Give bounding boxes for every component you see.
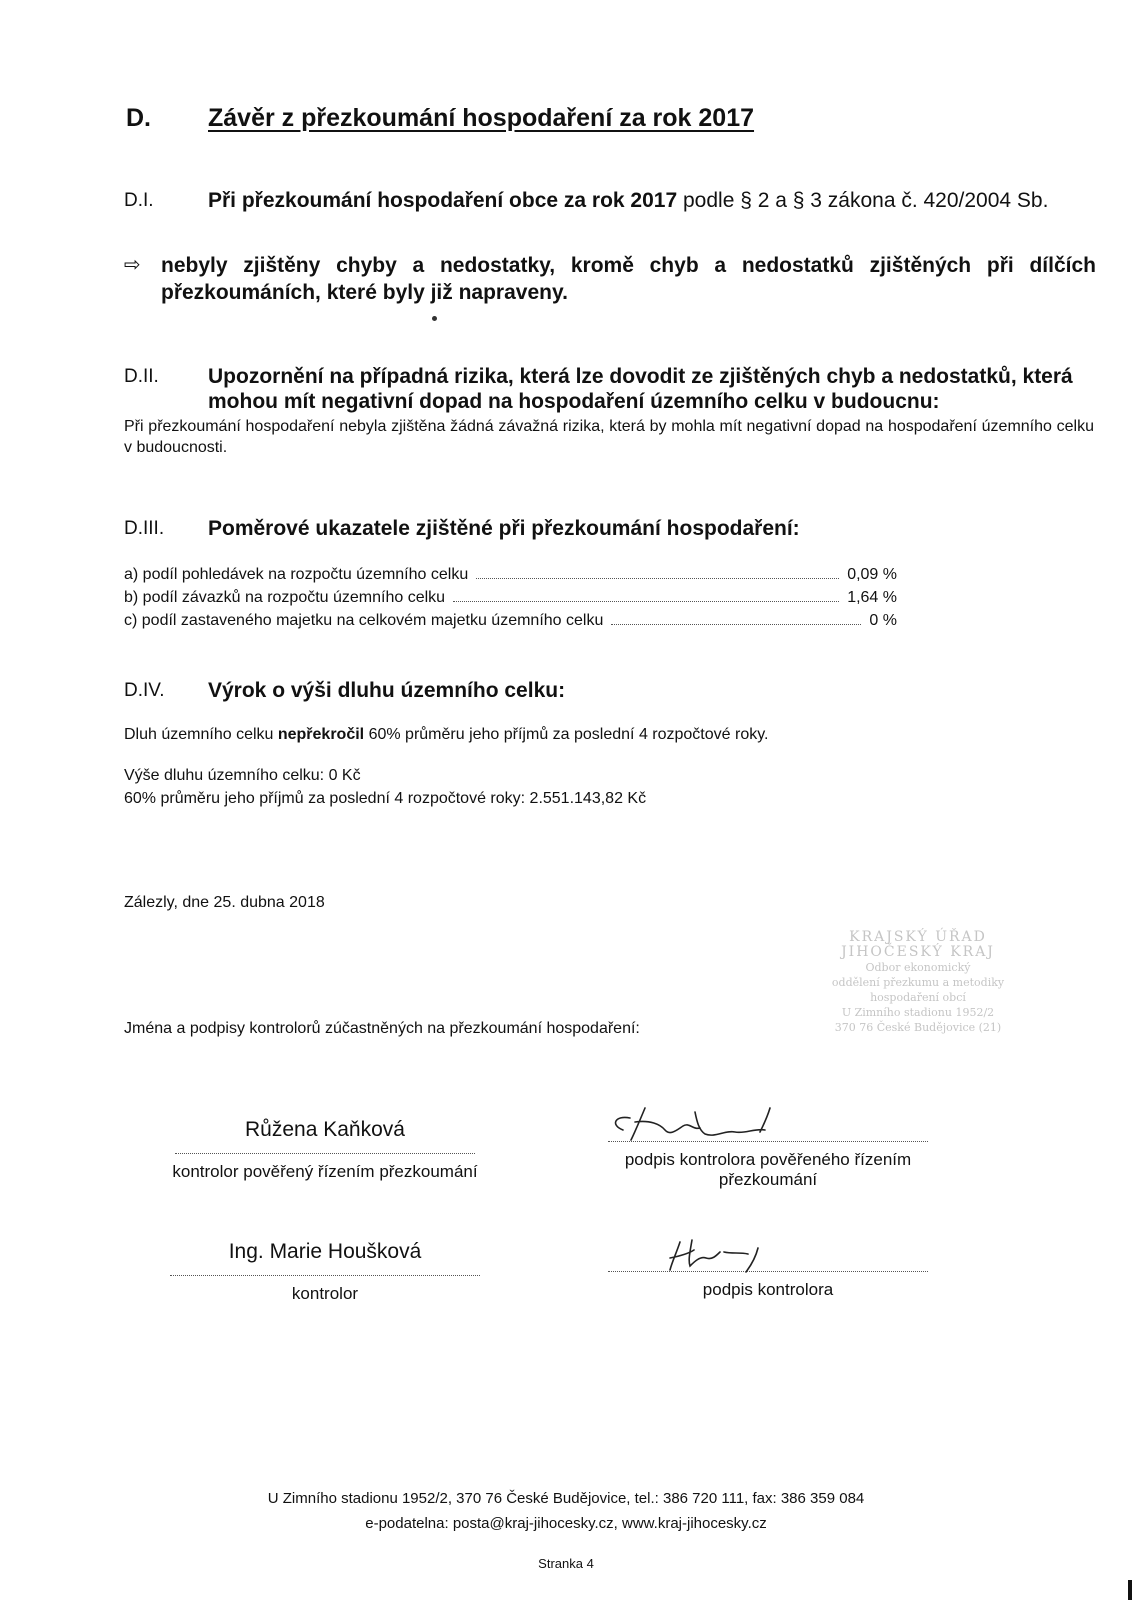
signatory-role: kontrolor pověřený řízením přezkoumání: [172, 1162, 478, 1181]
signatory-name: Růžena Kaňková: [245, 1118, 405, 1141]
leader-dots: [611, 623, 861, 625]
indicator-text: c) podíl zastaveného majetku na celkovém majetku územního celku: [124, 612, 604, 629]
stamp-line: oddělení přezkumu a metodiky: [831, 976, 1005, 989]
stamp-line: 370 76 České Budějovice: [834, 1021, 976, 1034]
signature-caption: podpis kontrolora pověřeného řízením: [624, 1150, 912, 1169]
income-average: 60% průměru jeho příjmů za poslední 4 rozpočtové roky: 2.551.143,82 Kč: [124, 790, 647, 807]
signature-caption: podpis kontrolora: [702, 1280, 834, 1299]
debt-statement-post: 60% průměru jeho příjmů za poslední 4 rozpočtové roky.: [364, 726, 769, 743]
stamp-line: KRAJSKÝ ÚŘAD: [849, 929, 987, 945]
signatures-intro: Jména a podpisy kontrolorů zúčastněných na přezkoumání hospodaření:: [124, 1020, 640, 1037]
signature-caption-block: [598, 1140, 938, 1190]
indicator-row: [124, 566, 897, 584]
debt-statement: [124, 726, 768, 744]
stamp-line: Odbor ekonomický: [865, 961, 971, 974]
signatory-block: [150, 1118, 500, 1182]
d3-title: Poměrové ukazatele zjištěné při přezkoumání hospodaření:: [208, 517, 800, 540]
stamp-line: hospodaření obcí: [870, 991, 966, 1004]
stray-dot: [432, 316, 437, 321]
heading-label: D.: [126, 104, 151, 132]
indicator-value: 1,64 %: [847, 589, 897, 606]
signature-line: [175, 1152, 475, 1154]
d1-label: D.I.: [124, 190, 154, 211]
footer-address: U Zimního stadionu 1952/2, 370 76 České Budějovice, tel.: 386 720 111, fax: 386 359 084: [267, 1490, 865, 1507]
signature-line: [608, 1270, 928, 1272]
leader-dots: [476, 577, 839, 579]
signature-line: [170, 1274, 480, 1276]
indicator-row: [124, 612, 897, 630]
signatory-name: Ing. Marie Houšková: [228, 1240, 422, 1263]
d2-label: D.II.: [124, 366, 159, 387]
d2-title: Upozornění na případná rizika, která lze dovodit ze zjištěných chyb a nedostatků, která mohou mít negativní dopad na hospodaření územního celku v budoucnu:: [208, 365, 1073, 413]
office-stamp: [798, 930, 1038, 1035]
place-date: Zálezly, dne 25. dubna 2018: [124, 894, 325, 911]
signature-line: [608, 1140, 928, 1142]
section-heading: [126, 104, 754, 133]
leader-dots: [453, 600, 839, 602]
indicator-value: 0 %: [869, 612, 897, 629]
d4-title: Výrok o výši dluhu územního celku:: [208, 679, 566, 702]
debt-statement-bold: nepřekročil: [277, 726, 365, 743]
debt-statement-pre: Dluh územního celku: [124, 726, 278, 743]
stamp-line: U Zimního stadionu 1952/2: [841, 1006, 995, 1019]
stamp-number: (21): [978, 1021, 1002, 1034]
d1-finding: nebyly zjištěny chyby a nedostatky, kromě chyb a nedostatků zjištěných při dílčích přezkoumáních, které byly již napraveny.: [161, 254, 1096, 304]
indicator-text: a) podíl pohledávek na rozpočtu územního celku: [124, 566, 469, 583]
page-number: Stranka 4: [538, 1556, 594, 1571]
signatory-role: kontrolor: [291, 1284, 359, 1303]
debt-amount: Výše dluhu územního celku: 0 Kč: [124, 767, 361, 784]
signature-caption-block: [598, 1270, 938, 1300]
indicator-row: [124, 589, 897, 607]
indicator-value: 0,09 %: [847, 566, 897, 583]
scan-edge-mark: [1128, 1580, 1132, 1600]
signatory-block: [150, 1240, 500, 1304]
heading-title: Závěr z přezkoumání hospodaření za rok 2017: [208, 104, 755, 132]
d1-title-normal: podle § 2 a § 3 zákona č. 420/2004 Sb.: [677, 189, 1049, 212]
d4-label: D.IV.: [124, 680, 165, 701]
indicator-text: b) podíl závazků na rozpočtu územního celku: [124, 589, 446, 606]
d3-label: D.III.: [124, 518, 165, 539]
arrow-right-icon: ⇨: [124, 254, 141, 276]
d1-title: [208, 188, 1096, 213]
stamp-line: JIHOČESKÝ KRAJ: [841, 944, 995, 960]
d2-text: Při přezkoumání hospodaření nebyla zjištěna žádná závažná rizika, která by mohla mít negativní dopad na hospodaření územního celku v budoucnosti.: [124, 418, 1094, 456]
signature-caption: přezkoumání: [718, 1170, 818, 1189]
d1-title-bold: Při přezkoumání hospodaření obce za rok 2017: [208, 189, 678, 212]
footer-contact: e-podatelna: posta@kraj-jihocesky.cz, www.kraj-jihocesky.cz: [365, 1515, 767, 1532]
